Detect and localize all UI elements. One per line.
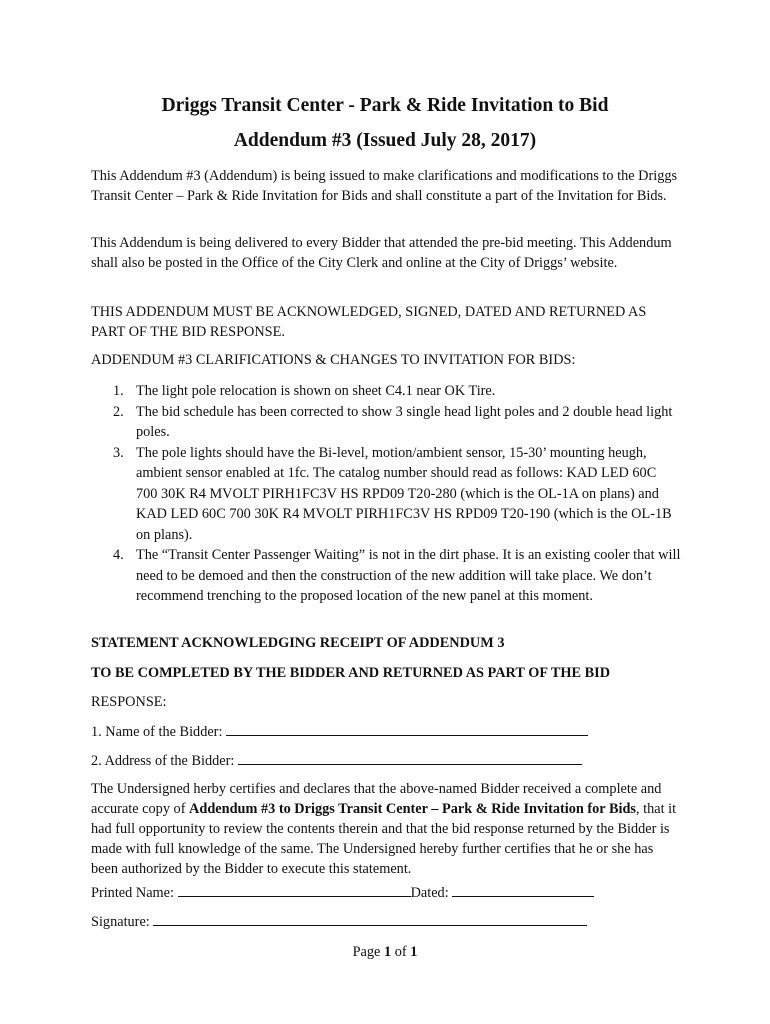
printed-name-field[interactable]: [178, 882, 411, 897]
bidder-address-field[interactable]: [238, 750, 582, 765]
list-item: [91, 443, 681, 546]
bidder-address-label: 2. Address of the Bidder:: [91, 753, 235, 769]
list-item: [91, 381, 681, 402]
list-item-number: 1.: [113, 383, 124, 399]
delivery-paragraph: This Addendum is being delivered to every Bidder that attended the pre-bid meeting. This Addendum shall also be posted in the Office of the City Clerk and online at the City of Driggs’ website.: [91, 235, 672, 271]
signature-label: Signature:: [91, 914, 150, 930]
page-footer: [0, 944, 770, 961]
ack-heading: STATEMENT ACKNOWLEDGING RECEIPT OF ADDENDUM 3: [91, 635, 505, 651]
list-item-number: 2.: [113, 403, 124, 420]
printed-name-label: Printed Name:: [91, 885, 174, 901]
bidder-name-label: 1. Name of the Bidder:: [91, 724, 223, 740]
changes-list: [91, 381, 681, 607]
page-word: Page: [352, 944, 381, 960]
list-item-text: The light pole relocation is shown on sheet C4.1 near OK Tire.: [136, 383, 496, 399]
list-item-text: The pole lights should have the Bi-level, motion/ambient sensor, 15-30’ mounting heugh, ambient sensor enabled at 1fc. The catalog number should read as follows: KAD LED 60C 700 30K R4 MVOLT PIRH1FC3V HS RPD09 T20-280 (which is the OL-1A on plans) and KAD LED 60C 700 30K R4 MVOLT PIRH1FC3V HS RPD09 T20-190 (which is the OL-1B on plans).: [136, 444, 672, 543]
list-item: [91, 545, 681, 607]
page-total: 1: [410, 944, 418, 960]
certification-addendum-title: Addendum #3 to Driggs Transit Center – Park & Ride Invitation for Bids: [189, 801, 636, 817]
dated-field[interactable]: [452, 882, 594, 897]
page-number: 1: [383, 944, 392, 960]
printed-name-row: [91, 882, 594, 903]
signature-field[interactable]: [153, 911, 587, 926]
bidder-name-row: [91, 721, 588, 742]
bidder-address-row: [91, 750, 582, 771]
list-item-text: The “Transit Center Passenger Waiting” is not in the dirt phase. It is an existing cooler that will need to be demoed and then the construction of the new addition will take place. We don’t recommend trenching to the proposed location of the new panel at this moment.: [136, 547, 681, 604]
list-item-text: The bid schedule has been corrected to show 3 single head light poles and 2 double head light poles.: [136, 403, 673, 440]
intro-paragraph: This Addendum #3 (Addendum) is being issued to make clarifications and modifications to the Driggs Transit Center – Park & Ride Invitation for Bids and shall constitute a part of the Invitation for Bids.: [91, 168, 678, 204]
bidder-name-field[interactable]: [226, 721, 588, 736]
list-item-number: 4.: [113, 547, 124, 563]
acknowledge-notice: THIS ADDENDUM MUST BE ACKNOWLEDGED, SIGNED, DATED AND RETURNED AS PART OF THE BID RESPONSE.: [91, 304, 647, 340]
ack-response-label: RESPONSE:: [91, 694, 167, 710]
changes-heading: ADDENDUM #3 CLARIFICATIONS & CHANGES TO INVITATION FOR BIDS:: [91, 352, 576, 368]
certification-paragraph: [91, 779, 681, 879]
dated-label: Dated:: [410, 885, 449, 901]
document-title: Driggs Transit Center - Park & Ride Invitation to Bid: [161, 95, 609, 116]
list-item: [91, 402, 681, 443]
certification-text: The Undersigned herby certifies and declares that the above-named Bidder received a complete and accurate copy of: [91, 781, 662, 817]
of-word: of: [394, 944, 407, 960]
document-subtitle: Addendum #3 (Issued July 28, 2017): [233, 130, 537, 151]
signature-row: [91, 911, 587, 932]
ack-subheading: TO BE COMPLETED BY THE BIDDER AND RETURNED AS PART OF THE BID: [91, 665, 611, 681]
certification-text-end: , that it had full opportunity to review the contents therein and that the bid response returned by the Bidder is made with full knowledge of the same. The Undersigned hereby further certifies that he or she has been authorized by the Bidder to execute this statement.: [91, 801, 677, 877]
list-item-number: 3.: [113, 444, 124, 461]
